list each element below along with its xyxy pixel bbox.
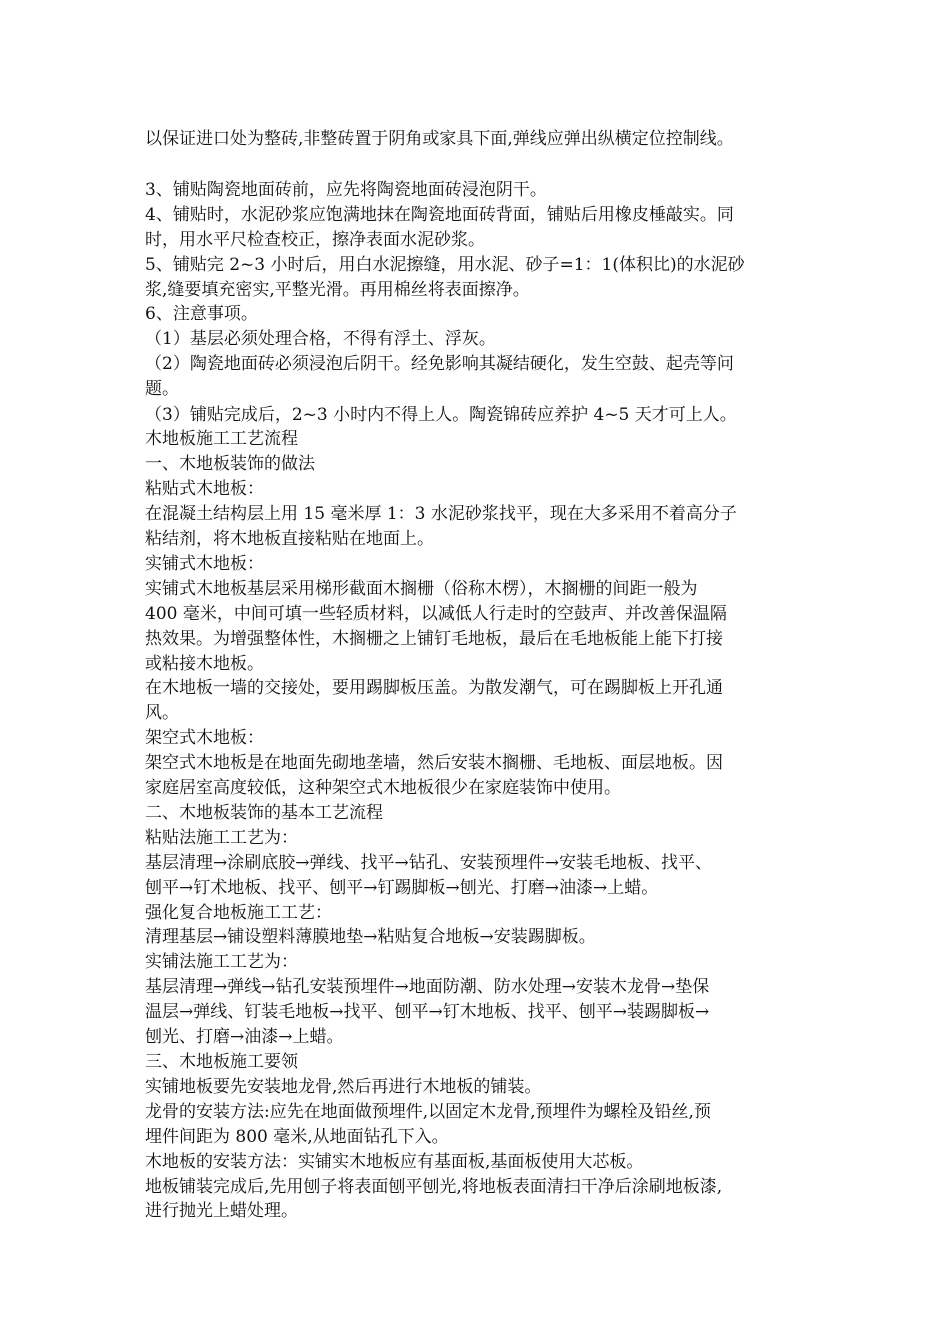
text-line: 温层→弹线、钉装毛地板→找平、刨平→钉木地板、找平、刨平→装踢脚板→ (145, 1002, 710, 1022)
text-line: 刨光、打磨→油漆→上蜡。 (145, 1027, 344, 1047)
text-line: 浆,缝要填充密实,平整光滑。再用棉丝将表面擦净。 (145, 280, 530, 300)
text-line: （2）陶瓷地面砖必须浸泡后阴干。经免影响其凝结硬化，发生空鼓、起壳等问 (145, 354, 734, 374)
text-line: 地板铺装完成后,先用刨子将表面刨平刨光,将地板表面清扫干净后涂刷地板漆, (145, 1177, 723, 1197)
text-line: 风。 (145, 703, 179, 723)
text-line: 木地板施工工艺流程 (145, 429, 298, 449)
text-line: 时，用水平尺检查校正，擦净表面水泥砂浆。 (145, 230, 485, 250)
text-line: 在木地板一墙的交接处，要用踢脚板压盖。为散发潮气，可在踢脚板上开孔通 (145, 678, 723, 698)
text-line: 实铺地板要先安装地龙骨,然后再进行木地板的铺装。 (145, 1077, 542, 1097)
text-line: 家庭居室高度较低，这种架空式木地板很少在家庭装饰中使用。 (145, 778, 621, 798)
text-line: 以保证进口处为整砖,非整砖置于阴角或家具下面,弹线应弹出纵横定位控制线。 (145, 129, 734, 149)
text-line: 5、铺贴完 2~3 小时后，用白水泥擦缝，用水泥、砂子=1：1(体积比)的水泥砂 (145, 255, 745, 275)
text-line: 一、木地板装饰的做法 (145, 454, 315, 474)
text-line: 或粘接木地板。 (145, 654, 264, 674)
text-line: 4、铺贴时，水泥砂浆应饱满地抹在陶瓷地面砖背面，铺贴后用橡皮棰敲实。同 (145, 205, 734, 225)
text-line: 基层清理→涂刷底胶→弹线、找平→钻孔、安装预埋件→安装毛地板、找平、 (145, 853, 712, 873)
text-line: 架空式木地板： (145, 728, 264, 748)
text-line: 粘结剂，将木地板直接粘贴在地面上。 (145, 529, 434, 549)
text-line: 二、木地板装饰的基本工艺流程 (145, 803, 383, 823)
text-line: 三、木地板施工要领 (145, 1052, 298, 1072)
text-line: 粘贴式木地板： (145, 479, 264, 499)
text-line: 进行抛光上蜡处理。 (145, 1201, 298, 1221)
text-line: 实铺式木地板基层采用梯形截面木搁栅（俗称木楞），木搁栅的间距一般为 (145, 579, 698, 599)
text-line: 强化复合地板施工工艺： (145, 903, 332, 923)
text-line: 架空式木地板是在地面先砌地垄墙，然后安装木搁栅、毛地板、面层地板。因 (145, 753, 723, 773)
text-line: 粘贴法施工工艺为： (145, 828, 298, 848)
text-line: 基层清理→弹线→钻孔安装预埋件→地面防潮、防水处理→安装木龙骨→垫保 (145, 977, 710, 997)
text-line: 龙骨的安装方法:应先在地面做预埋件,以固定木龙骨,预埋件为螺栓及铅丝,预 (145, 1102, 711, 1122)
text-line: 题。 (145, 379, 179, 399)
text-line: 6、注意事项。 (145, 304, 258, 324)
text-line: 实铺法施工工艺为： (145, 952, 298, 972)
text-line: 3、铺贴陶瓷地面砖前，应先将陶瓷地面砖浸泡阴干。 (145, 180, 547, 200)
text-line: （1）基层必须处理合格，不得有浮土、浮灰。 (145, 329, 496, 349)
text-line: 实铺式木地板： (145, 554, 264, 574)
text-line: 在混凝土结构层上用 15 毫米厚 1：3 水泥砂浆找平，现在大多采用不着高分子 (145, 504, 737, 524)
text-line: 400 毫米，中间可填一些轻质材料，以减低人行走时的空鼓声、并改善保温隔 (145, 604, 727, 624)
text-line: 刨平→钉术地板、找平、刨平→钉踢脚板→刨光、打磨→油漆→上蜡。 (145, 878, 659, 898)
text-line: 木地板的安装方法：实铺实木地板应有基面板,基面板使用大芯板。 (145, 1152, 644, 1172)
text-line: 埋件间距为 800 毫米,从地面钻孔下入。 (145, 1127, 449, 1147)
text-line: （3）铺贴完成后，2~3 小时内不得上人。陶瓷锦砖应养护 4~5 天才可上人。 (145, 405, 737, 425)
text-line: 热效果。为增强整体性，木搁栅之上铺钉毛地板，最后在毛地板能上能下打接 (145, 629, 723, 649)
text-line: 清理基层→铺设塑料薄膜地垫→粘贴复合地板→安装踢脚板。 (145, 927, 596, 947)
